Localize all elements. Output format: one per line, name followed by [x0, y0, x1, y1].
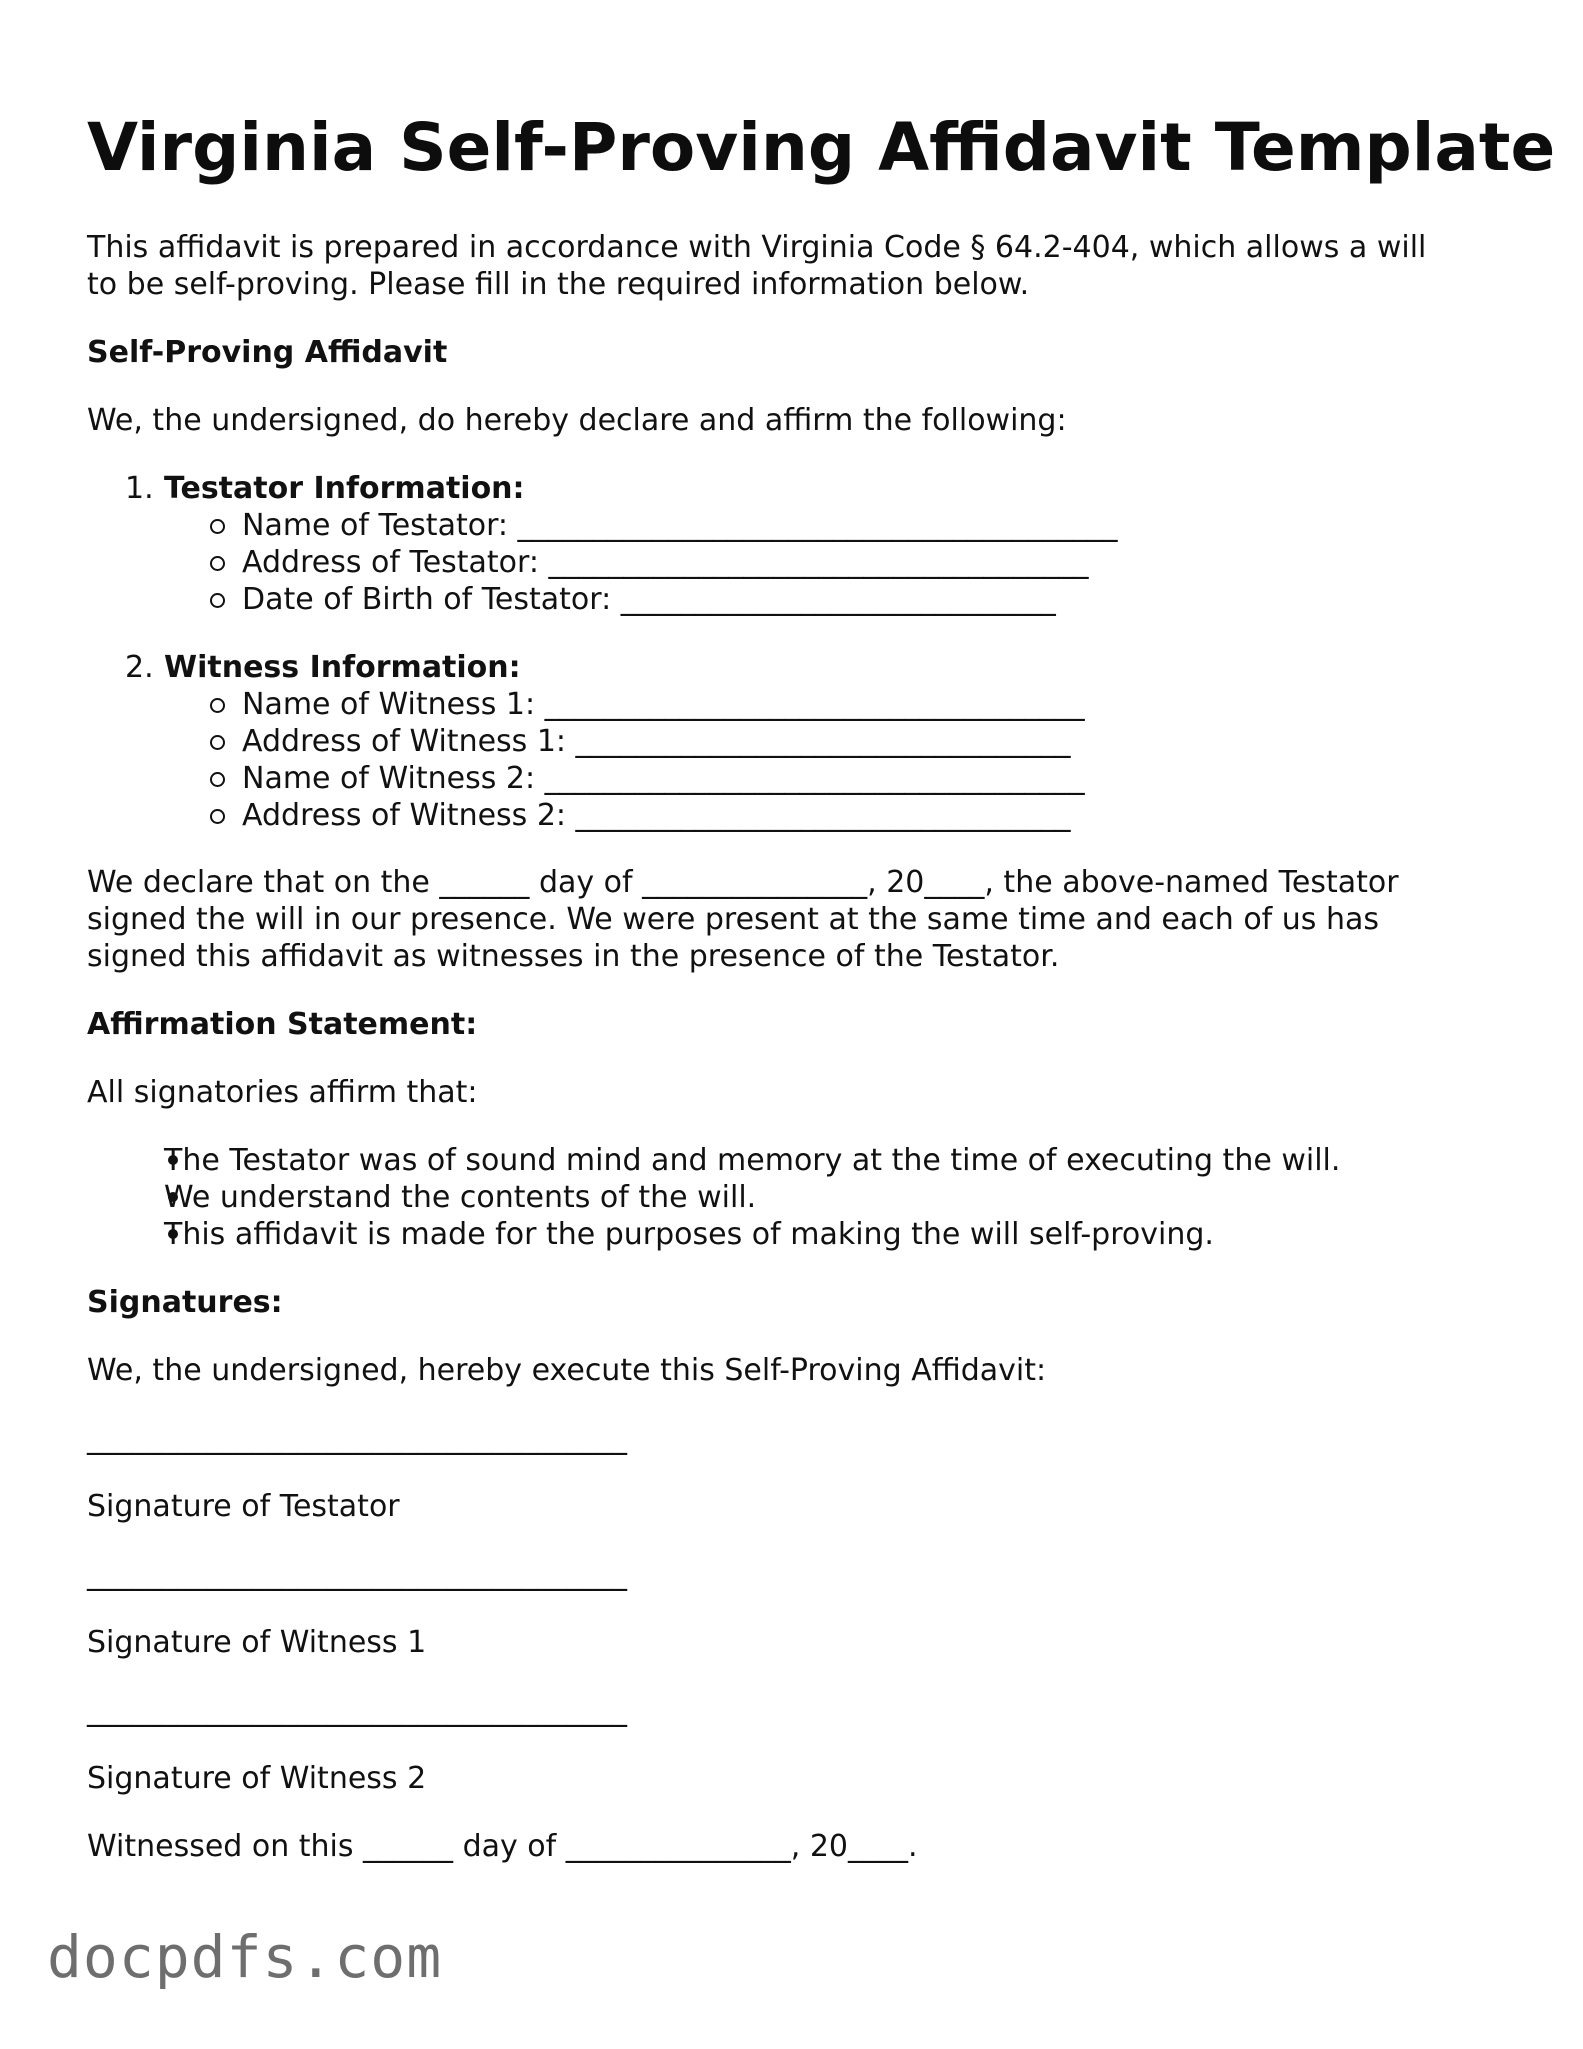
testator-address-field: Address of Testator: ____________________________________ [242, 545, 1089, 580]
list-number-1: 1. [125, 471, 154, 506]
circle-bullet-icon [210, 519, 225, 534]
circle-bullet-icon [210, 593, 225, 608]
section-heading-affidavit: Self-Proving Affidavit [87, 335, 448, 370]
circle-bullet-icon [210, 772, 225, 787]
circle-bullet-icon [210, 698, 225, 713]
witnessed-date-line: Witnessed on this ______ day of _______________, 20____. [87, 1829, 918, 1864]
circle-bullet-icon [210, 809, 225, 824]
affirmation-item: This affidavit is made for the purposes of making the will self-proving. [164, 1217, 1214, 1252]
section-heading-affirmation: Affirmation Statement: [87, 1007, 478, 1042]
affirm-intro: All signatories affirm that: [87, 1075, 478, 1110]
declare-intro: We, the undersigned, do hereby declare and affirm the following: [87, 403, 1067, 438]
witness-heading: Witness Information: [164, 650, 521, 685]
witness1-address-field: Address of Witness 1: _________________________________ [242, 724, 1071, 759]
witness2-name-field: Name of Witness 2: ____________________________________ [242, 761, 1085, 796]
testator-dob-field: Date of Birth of Testator: _____________________________ [242, 582, 1056, 617]
witness1-name-field: Name of Witness 1: ____________________________________ [242, 687, 1085, 722]
testator-heading: Testator Information: [164, 471, 525, 506]
section-heading-signatures: Signatures: [87, 1285, 283, 1320]
declaration-line-2: signed the will in our presence. We were present at the same time and each of us has [87, 902, 1379, 937]
declaration-line-1: We declare that on the ______ day of _______________, 20____, the above-named Testator [87, 865, 1399, 900]
circle-bullet-icon [210, 735, 225, 750]
circle-bullet-icon [210, 556, 225, 571]
page-title: Virginia Self-Proving Affidavit Template [87, 109, 1556, 186]
witness1-signature-line: ____________________________________ [87, 1557, 627, 1592]
testator-signature-line: ____________________________________ [87, 1421, 627, 1456]
watermark-logo: docpdfs.com [47, 1923, 443, 1991]
affirmation-item: The Testator was of sound mind and memory at the time of executing the will. [164, 1143, 1341, 1178]
intro-line-2: to be self-proving. Please fill in the required information below. [87, 267, 1030, 302]
declaration-line-3: signed this affidavit as witnesses in the presence of the Testator. [87, 939, 1060, 974]
list-number-2: 2. [125, 650, 154, 685]
witness2-address-field: Address of Witness 2: _________________________________ [242, 798, 1071, 833]
witness1-signature-label: Signature of Witness 1 [87, 1625, 427, 1660]
intro-line-1: This affidavit is prepared in accordance with Virginia Code § 64.2-404, which allows a will [87, 230, 1427, 265]
testator-signature-label: Signature of Testator [87, 1489, 400, 1524]
witness2-signature-label: Signature of Witness 2 [87, 1761, 427, 1796]
affirmation-item: We understand the contents of the will. [164, 1180, 757, 1215]
execute-intro: We, the undersigned, hereby execute this Self-Proving Affidavit: [87, 1353, 1047, 1388]
testator-name-field: Name of Testator: ________________________________________ [242, 508, 1118, 543]
witness2-signature-line: ____________________________________ [87, 1693, 627, 1728]
